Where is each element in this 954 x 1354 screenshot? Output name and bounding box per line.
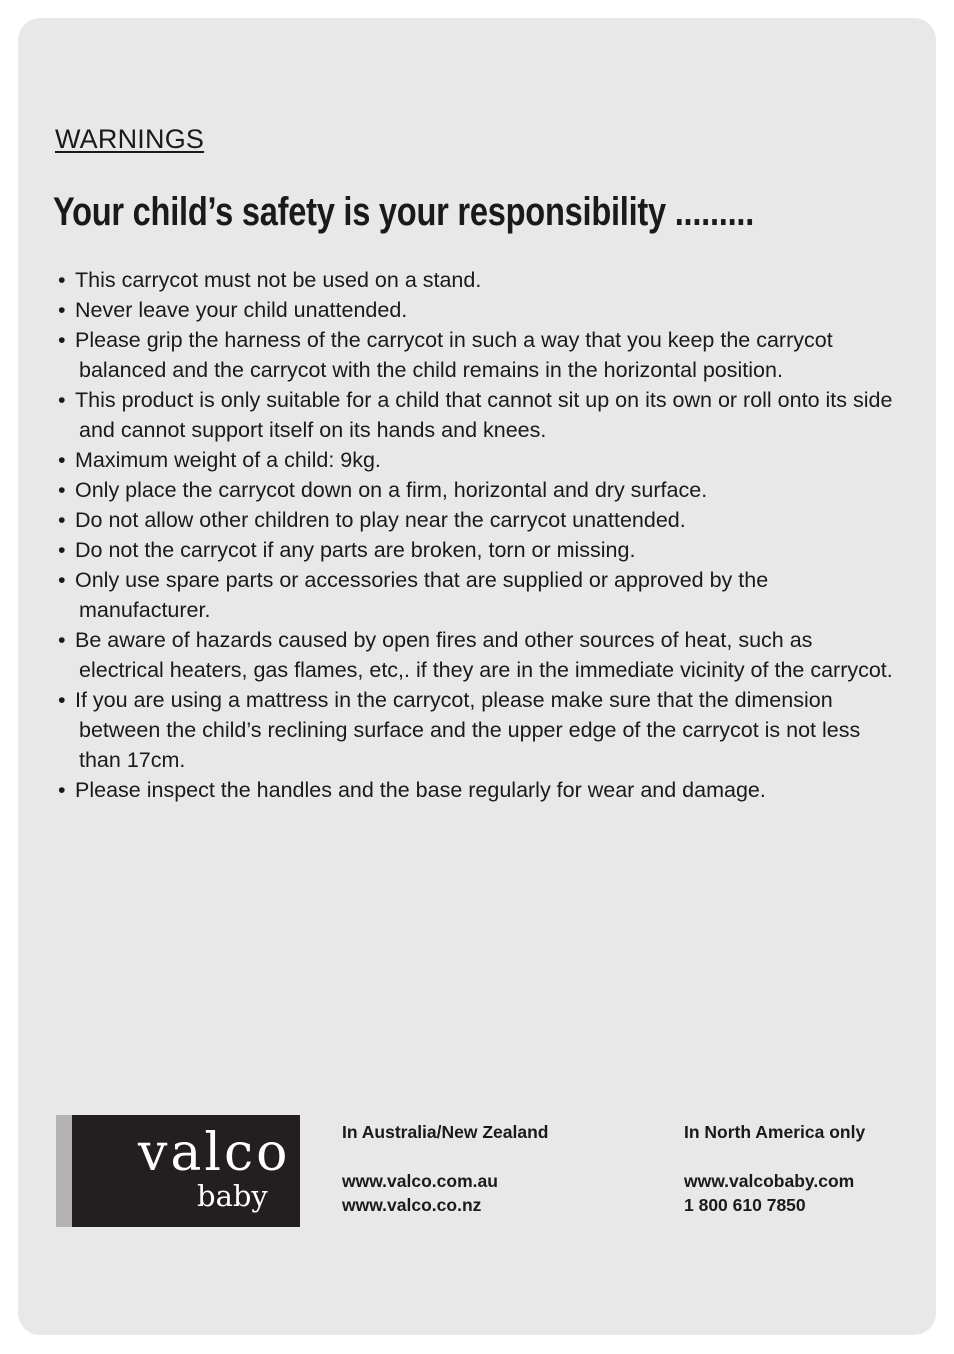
contact-australia-nz bbox=[342, 1120, 549, 1217]
warning-item bbox=[58, 505, 898, 535]
bullet-icon: • bbox=[58, 628, 66, 652]
warning-item bbox=[58, 535, 898, 565]
bullet-icon: • bbox=[58, 298, 66, 322]
bullet-icon: • bbox=[58, 478, 66, 502]
contact-na-website[interactable]: www.valcobaby.com bbox=[684, 1171, 855, 1191]
bullet-icon: • bbox=[58, 328, 66, 352]
warning-item bbox=[58, 265, 898, 295]
contact-au-title: In Australia/New Zealand bbox=[342, 1122, 549, 1142]
logo-word: valco bbox=[138, 1123, 291, 1183]
valco-baby-logo bbox=[56, 1115, 300, 1227]
bullet-icon: • bbox=[58, 538, 66, 562]
contact-north-america bbox=[684, 1120, 865, 1217]
bullet-icon: • bbox=[58, 778, 66, 802]
warning-text: Do not allow other children to play near the carrycot unattended. bbox=[75, 508, 686, 532]
safety-title: Your child’s safety is your responsibility ......... bbox=[53, 190, 755, 234]
contact-au-website-nz[interactable]: www.valco.co.nz bbox=[342, 1195, 482, 1215]
warning-item bbox=[58, 775, 898, 805]
bullet-icon: • bbox=[58, 508, 66, 532]
bullet-icon: • bbox=[58, 568, 66, 592]
warning-item bbox=[58, 295, 898, 325]
bullet-icon: • bbox=[58, 688, 66, 712]
warning-text: Please grip the harness of the carrycot in such a way that you keep the carrycot balanced and the carrycot with the child remains in the horizontal position. bbox=[75, 328, 833, 382]
logo-sub: baby bbox=[197, 1179, 268, 1213]
bullet-icon: • bbox=[58, 448, 66, 472]
warning-item bbox=[58, 385, 898, 445]
bullet-icon: • bbox=[58, 388, 66, 412]
warning-text: Please inspect the handles and the base regularly for wear and damage. bbox=[75, 778, 766, 802]
warning-text: Do not the carrycot if any parts are broken, torn or missing. bbox=[75, 538, 636, 562]
warning-item bbox=[58, 625, 898, 685]
warning-item bbox=[58, 475, 898, 505]
warning-item bbox=[58, 565, 898, 625]
warning-item bbox=[58, 685, 898, 775]
warning-text: Maximum weight of a child: 9kg. bbox=[75, 448, 381, 472]
warning-text: Never leave your child unattended. bbox=[75, 298, 408, 322]
warning-item bbox=[58, 325, 898, 385]
warning-text: Only use spare parts or accessories that are supplied or approved by the manufacturer. bbox=[75, 568, 769, 622]
contact-au-website-au[interactable]: www.valco.com.au bbox=[342, 1171, 498, 1191]
warning-text: If you are using a mattress in the carrycot, please make sure that the dimension between the child’s reclining surface and the upper edge of the carrycot is not less than 17cm. bbox=[75, 688, 861, 772]
warning-item bbox=[58, 445, 898, 475]
warnings-heading: WARNINGS bbox=[55, 124, 205, 154]
warnings-list bbox=[58, 265, 898, 805]
contact-na-title: In North America only bbox=[684, 1122, 866, 1142]
bullet-icon: • bbox=[58, 268, 66, 292]
warning-text: Only place the carrycot down on a firm, horizontal and dry surface. bbox=[75, 478, 708, 502]
warning-text: Be aware of hazards caused by open fires and other sources of heat, such as electrical heaters, gas flames, etc,. if they are in the immediate vicinity of the carrycot. bbox=[75, 628, 893, 682]
warning-text: This carrycot must not be used on a stand. bbox=[75, 268, 482, 292]
contact-na-phone[interactable]: 1 800 610 7850 bbox=[684, 1195, 806, 1215]
logo-stripe bbox=[56, 1115, 72, 1227]
warning-text: This product is only suitable for a child that cannot sit up on its own or roll onto its side and cannot support itself on its hands and knees. bbox=[75, 388, 893, 442]
